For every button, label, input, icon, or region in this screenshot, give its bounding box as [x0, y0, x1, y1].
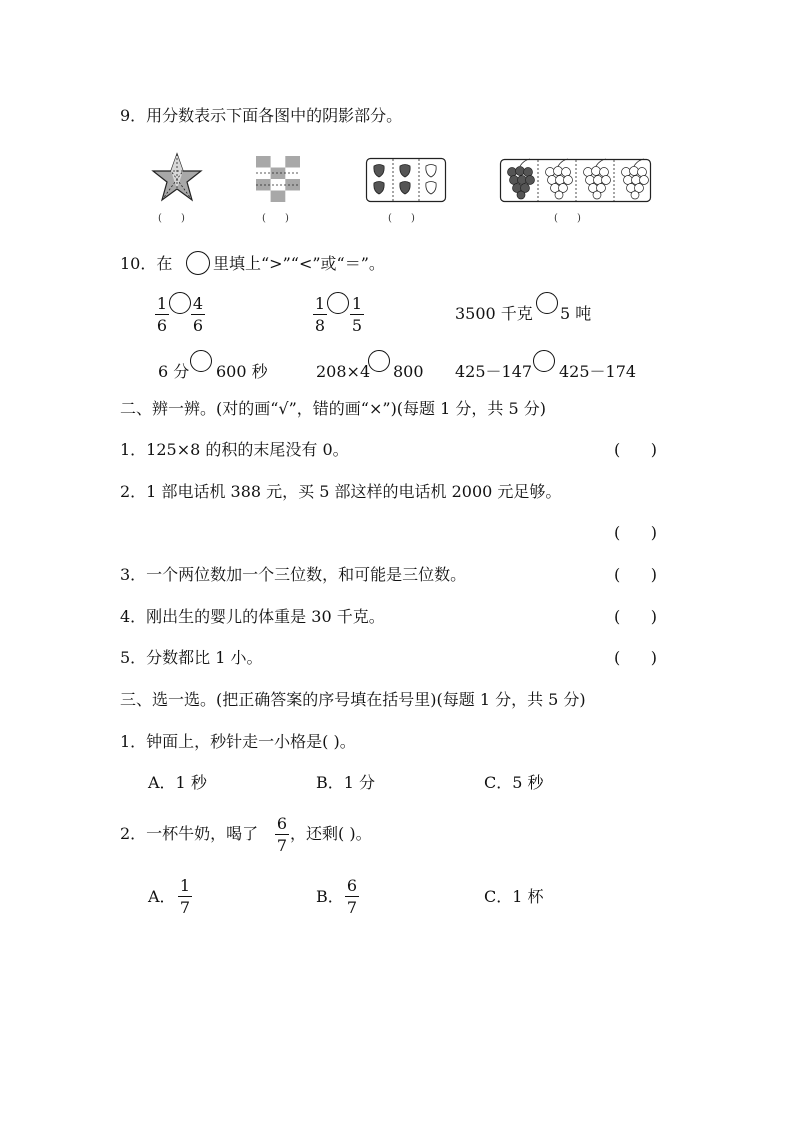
part3-q1-option-c[interactable]: C．5 秒 [484, 773, 544, 792]
part2-item-2: 2．1 部电话机 388 元，买 5 部这样的电话机 2000 元足够。 [120, 482, 562, 501]
q10-r1-b-right-frac: 1 5 [351, 294, 363, 335]
part3-title: 三、选一选。(把正确答案的序号填在括号里)(每题 1 分，共 5 分) [120, 690, 586, 709]
part3-q2-option-a-frac[interactable]: 1 7 [179, 876, 191, 917]
compare-circle-r1-b[interactable] [327, 292, 349, 314]
part3-q2-option-b-label[interactable]: B． [316, 887, 344, 906]
q10-r2-a-right: 600 秒 [216, 362, 268, 381]
part2-item-1: 1．125×8 的积的末尾没有 0。 [120, 440, 349, 459]
part2-answer-paren-4[interactable]: ( ) [614, 607, 657, 626]
part3-q1-stem: 1．钟面上，秒针走一小格是( )。 [120, 732, 356, 751]
part3-q1-option-b[interactable]: B．1 分 [316, 773, 376, 792]
part3-q2-option-b-frac[interactable]: 6 7 [346, 876, 358, 917]
part2-item-4: 4．刚出生的婴儿的体重是 30 千克。 [120, 607, 385, 626]
compare-circle-r2-c[interactable] [533, 350, 555, 372]
compare-circle-r1-a[interactable] [169, 292, 191, 314]
compare-circle-r1-c[interactable] [536, 292, 558, 314]
q10-r2-a-left: 6 分 [158, 362, 190, 381]
grid-figure [256, 156, 300, 202]
part3-q2-option-c[interactable]: C．1 杯 [484, 887, 544, 906]
part3-q1-option-a[interactable]: A．1 秒 [148, 773, 207, 792]
q9-title: 9．用分数表示下面各图中的阴影部分。 [120, 106, 403, 125]
strawberry-figure [366, 158, 446, 202]
q10-title-post: 里填上“>”“<”或“＝”。 [213, 254, 385, 273]
part2-answer-paren-3[interactable]: ( ) [614, 565, 657, 584]
q10-r1-a-left-frac: 1 6 [156, 294, 168, 335]
q10-r2-b-right: 800 [393, 362, 424, 381]
q9-blank-2: ( ) [262, 213, 289, 224]
part2-answer-paren-2[interactable]: ( ) [614, 523, 657, 542]
part3-q2-stem-post: ，还剩( )。 [290, 824, 372, 843]
q10-r2-b-left: 208×4 [316, 362, 371, 381]
compare-circle-r2-a[interactable] [190, 350, 212, 372]
part2-item-5: 5．分数都比 1 小。 [120, 648, 263, 667]
part3-q2-stem-pre: 2．一杯牛奶，喝了 [120, 824, 259, 843]
compare-circle-icon [186, 251, 210, 275]
part2-title: 二、辨一辨。(对的画“√”，错的画“×”)(每题 1 分，共 5 分) [120, 399, 546, 418]
q9-blank-1: ( ) [158, 213, 185, 224]
q9-blank-4: ( ) [554, 213, 581, 224]
q10-r1-b-left-frac: 1 8 [314, 294, 326, 335]
part2-answer-paren-1[interactable]: ( ) [614, 440, 657, 459]
q10-title-pre: 10．在 [120, 254, 173, 273]
grapes-figure [500, 156, 654, 204]
part2-item-3: 3．一个两位数加一个三位数，和可能是三位数。 [120, 565, 467, 584]
q10-r1-a-right-frac: 4 6 [192, 294, 204, 335]
q10-r1-c-left: 3500 千克 [455, 304, 533, 323]
q9-blank-3: ( ) [388, 213, 415, 224]
q10-r2-c-left: 425－147 [455, 362, 533, 381]
compare-circle-r2-b[interactable] [368, 350, 390, 372]
part3-q2-stem-frac: 6 7 [276, 814, 288, 855]
q10-r2-c-right: 425－174 [559, 362, 637, 381]
part3-q2-option-a-label[interactable]: A． [148, 887, 176, 906]
part2-answer-paren-5[interactable]: ( ) [614, 648, 657, 667]
q10-r1-c-right: 5 吨 [560, 304, 592, 323]
star-figure [150, 152, 204, 204]
